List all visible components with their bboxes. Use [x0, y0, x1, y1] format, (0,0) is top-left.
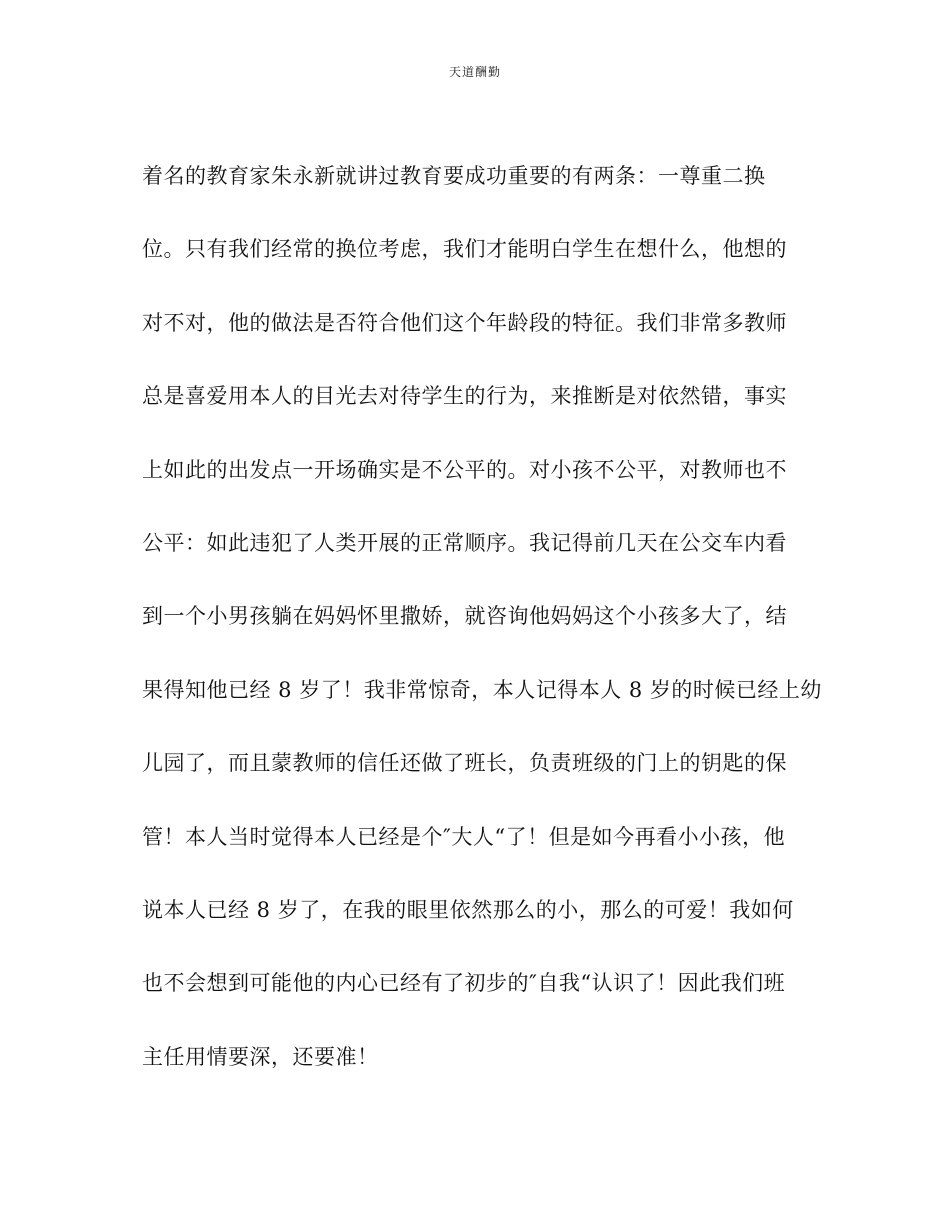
text-line: 也不会想到可能他的内心已经有了初步的″自我“认识了！因此我们班 — [142, 971, 786, 996]
text-line: 对不对，他的做法是否符合他们这个年龄段的特征。我们非常多教师 — [142, 310, 787, 335]
text-line: 位。只有我们经常的换位考虑，我们才能明白学生在想什么，他想的 — [142, 237, 787, 262]
text-line: 着名的教育家朱永新就讲过教育要成功重要的有两条：一尊重二换 — [142, 164, 766, 188]
text-line: 儿园了，而且蒙教师的信任还做了班长，负责班级的门上的钥匙的保 — [142, 751, 787, 776]
text-line: 主任用情要深，还要准！ — [142, 1044, 379, 1069]
page-header: 天道酬勤 — [448, 65, 501, 79]
text-line: 到一个小男孩躺在妈妈怀里撒娇，就咨询他妈妈这个小孩多大了，结 — [142, 604, 787, 629]
text-line: 总是喜爱用本人的目光去对待学生的行为，来推断是对依然错，事实 — [142, 384, 787, 409]
body-text — [142, 140, 822, 1094]
text-line: 上如此的出发点一开场确实是不公平的。对小孩不公平，对教师也不 — [142, 457, 787, 482]
text-line: 果得知他已经 8 岁了！我非常惊奇，本人记得本人 8 岁的时候已经上幼 — [142, 677, 822, 702]
text-line: 管！本人当时觉得本人已经是个″大人“了！但是如今再看小小孩，他 — [142, 824, 786, 849]
text-line: 公平：如此违犯了人类开展的正常顺序。我记得前几天在公交车内看 — [142, 531, 787, 556]
text-line: 说本人已经 8 岁了，在我的眼里依然那么的小，那么的可爱！我如何 — [142, 898, 794, 923]
